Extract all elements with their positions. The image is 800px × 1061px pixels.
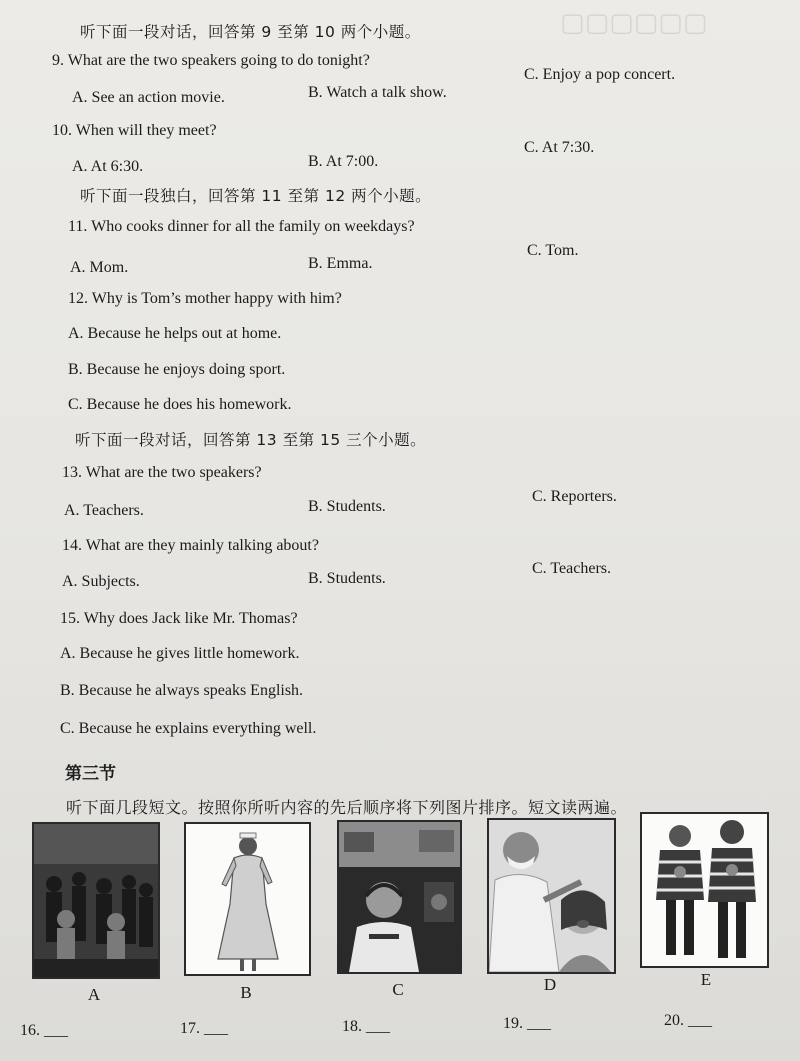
picture-e-children-sweaters-icon [640, 812, 769, 968]
q11-option-b[interactable]: B. Emma. [308, 255, 373, 272]
question-12: 12. Why is Tom’s mother happy with him? [68, 290, 342, 307]
picture-a-crowd-icon [32, 822, 160, 979]
question-10: 10. When will they meet? [52, 122, 217, 139]
instruction-11-12: 听下面一段独白，回答第 11 至第 12 两个小题。 [80, 187, 432, 205]
section-3-title: 第三节 [65, 764, 116, 784]
q12-option-c[interactable]: C. Because he does his homework. [68, 396, 292, 413]
picture-b-nurse-icon [184, 822, 311, 976]
question-13: 13. What are the two speakers? [62, 464, 262, 481]
q9-option-b[interactable]: B. Watch a talk show. [308, 84, 447, 101]
q11-option-c[interactable]: C. Tom. [527, 242, 579, 259]
answer-blank-20[interactable]: 20. ___ [664, 1012, 712, 1029]
q13-option-a[interactable]: A. Teachers. [64, 502, 144, 519]
instruction-9-10: 听下面一段对话，回答第 9 至第 10 两个小题。 [80, 23, 421, 41]
section-3-instruction: 听下面几段短文。按照你所听内容的先后顺序将下列图片排序。短文读两遍。 [66, 798, 628, 817]
picture-b-label: B [240, 983, 252, 1002]
question-14: 14. What are they mainly talking about? [62, 537, 319, 554]
q9-option-a[interactable]: A. See an action movie. [72, 89, 225, 106]
answer-blank-17[interactable]: 17. ___ [180, 1020, 228, 1037]
q10-option-c[interactable]: C. At 7:30. [524, 139, 595, 156]
q10-option-a[interactable]: A. At 6:30. [72, 158, 144, 175]
picture-d-label: D [543, 975, 557, 994]
answer-blank-19[interactable]: 19. ___ [503, 1015, 551, 1032]
q13-option-b[interactable]: B. Students. [308, 498, 386, 515]
answer-blank-18[interactable]: 18. ___ [342, 1018, 390, 1035]
instruction-13-15: 听下面一段对话，回答第 13 至第 15 三个小题。 [75, 431, 427, 449]
q12-option-a[interactable]: A. Because he helps out at home. [68, 325, 282, 342]
picture-d-dentist-icon [487, 818, 616, 974]
bleed-through-text: ▢▢▢▢▢▢ [560, 8, 708, 38]
q13-option-c[interactable]: C. Reporters. [532, 488, 617, 505]
picture-c-pilot-icon [337, 820, 462, 974]
question-11: 11. Who cooks dinner for all the family on weekdays? [68, 218, 415, 235]
q14-option-a[interactable]: A. Subjects. [62, 573, 140, 590]
picture-c-label: C [392, 980, 404, 999]
q14-option-c[interactable]: C. Teachers. [532, 560, 611, 577]
answer-blank-16[interactable]: 16. ___ [20, 1022, 68, 1039]
picture-e-label: E [700, 970, 712, 989]
q14-option-b[interactable]: B. Students. [308, 570, 386, 587]
picture-a-label: A [87, 985, 101, 1004]
q11-option-a[interactable]: A. Mom. [70, 259, 129, 276]
q9-option-c[interactable]: C. Enjoy a pop concert. [524, 66, 676, 83]
q15-option-a[interactable]: A. Because he gives little homework. [60, 645, 300, 662]
q10-option-b[interactable]: B. At 7:00. [308, 153, 379, 170]
q15-option-b[interactable]: B. Because he always speaks English. [60, 682, 304, 699]
question-9: 9. What are the two speakers going to do tonight? [52, 52, 370, 69]
q12-option-b[interactable]: B. Because he enjoys doing sport. [68, 361, 286, 378]
question-15: 15. Why does Jack like Mr. Thomas? [60, 610, 298, 627]
q15-option-c[interactable]: C. Because he explains everything well. [60, 720, 317, 737]
